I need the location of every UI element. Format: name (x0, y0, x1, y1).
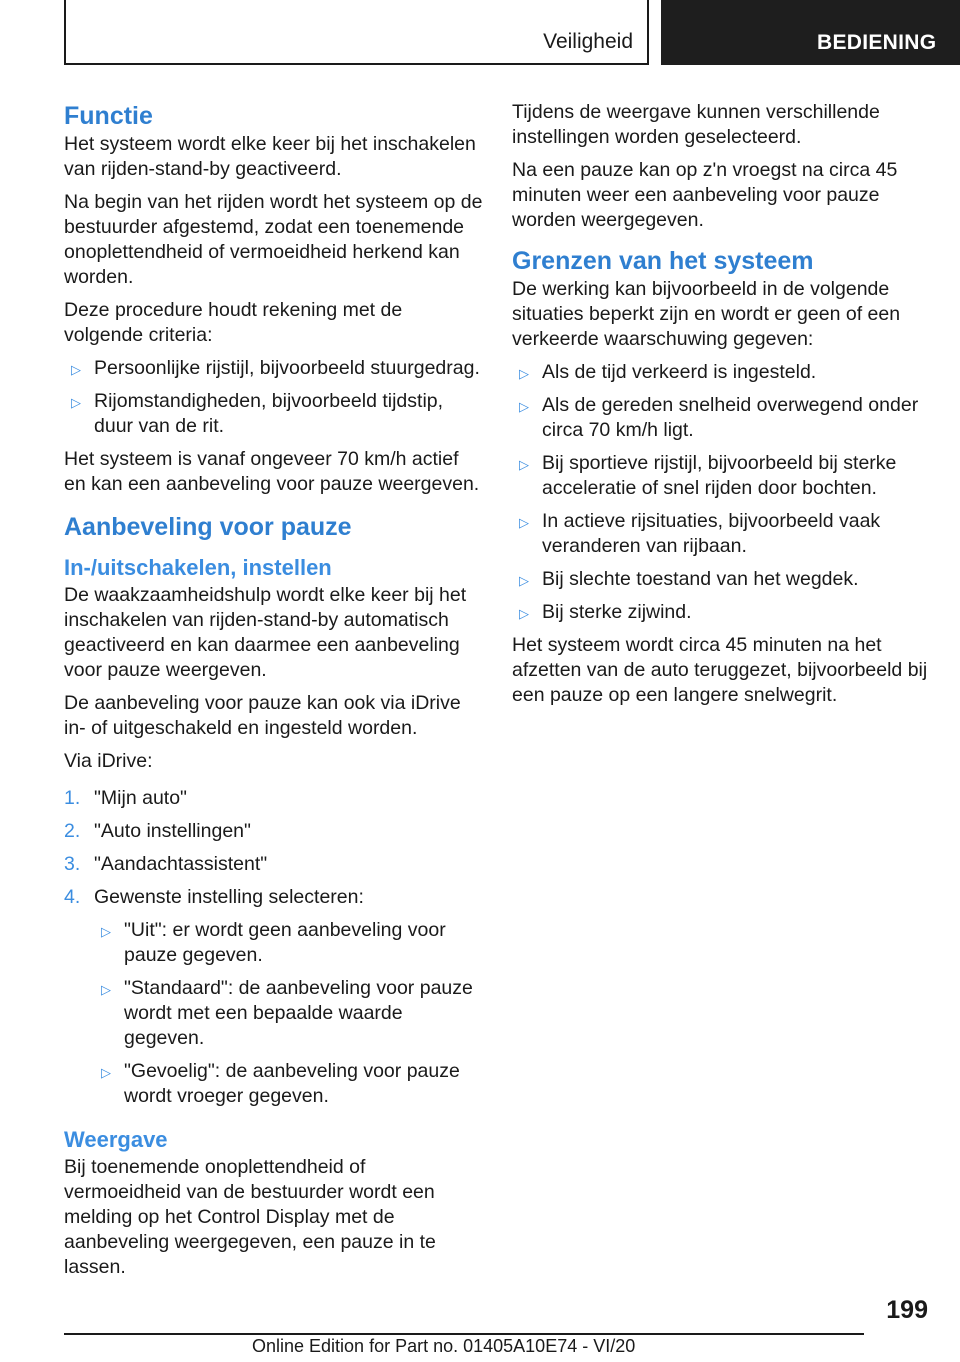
chapter-title: BEDIENING (817, 31, 937, 54)
triangle-bullet-icon: ▷ (519, 606, 529, 621)
step-item: 2. "Auto instellingen" (64, 820, 251, 842)
list-item: ▷ Bij sterke zijwind. (512, 600, 928, 625)
triangle-bullet-icon: ▷ (71, 395, 81, 410)
step-item: 3. "Aandachtassistent" (64, 853, 268, 875)
paragraph: Het systeem is vanaf ongeveer 70 km/h actief en kan een aanbeveling voor pauze weergeven. (64, 448, 480, 495)
list-item: ▷ In actieve rijsituaties, bijvoorbeeld vaak veranderen van rijbaan. (519, 510, 881, 557)
options-list (94, 918, 484, 1109)
step-item: 1. "Mijn auto" (64, 787, 187, 809)
triangle-bullet-icon: ▷ (101, 982, 111, 997)
paragraph: Het systeem wordt circa 45 minuten na het afzetten van de auto teruggezet, bijvoorbeeld bij een pauze op een langere snelwegrit. (512, 634, 928, 706)
section-title: Veiligheid (543, 30, 633, 53)
list-item: ▷ Als de gereden snelheid overwegend onder circa 70 km/h ligt. (519, 394, 919, 441)
left-column (64, 100, 484, 1288)
list-item: ▷ Persoonlijke rijstijl, bijvoorbeeld stuurgedrag. (64, 356, 484, 381)
list-item: ▷ Bij slechte toestand van het wegdek. (512, 567, 928, 592)
header-section-box (64, 0, 649, 65)
right-column (512, 100, 928, 716)
heading-in-uitschakelen: In-/uitschakelen, instellen (64, 555, 332, 580)
paragraph: De werking kan bijvoorbeeld in de volgende situaties beperkt zijn en wordt er geen of een verkeerde waarschuwing gegeven: (512, 278, 901, 350)
paragraph: Deze procedure houdt rekening met de volgende criteria: (64, 299, 403, 346)
step-item: 4. Gewenste instelling selecteren: ▷ "Uit": er wordt geen aanbeveling voor pauze gegeven. ▷ "Standaard": de aanbeveling voor pauze wordt met een bepaalde waarde gegeven. ▷ "Gevoelig": de aanbeveling voor pauze wordt vroeger gegeven. (64, 885, 484, 1109)
triangle-bullet-icon: ▷ (519, 399, 529, 414)
triangle-bullet-icon: ▷ (519, 573, 529, 588)
list-item: ▷ Bij sportieve rijstijl, bijvoorbeeld bij sterke acceleratie of snel rijden door bochten. (519, 452, 897, 499)
paragraph: Na begin van het rijden wordt het systeem op de bestuurder afgestemd, zodat een toenemende onoplettendheid of vermoeidheid herkend kan worden. (64, 191, 483, 288)
list-item: ▷ Rijomstandigheden, bijvoorbeeld tijdstip, duur van de rit. (71, 390, 444, 437)
list-item: ▷ Als de tijd verkeerd is ingesteld. (512, 360, 928, 385)
page-number: 199 (886, 1296, 928, 1324)
paragraph: Bij toenemende onoplettendheid of vermoeidheid van de bestuurder wordt een melding op het Control Display met de aanbeveling weergegeven, een pauze in te lassen. (64, 1156, 436, 1278)
heading-grenzen: Grenzen van het systeem (512, 247, 814, 275)
paragraph: Via iDrive: (64, 750, 153, 772)
paragraph: Na een pauze kan op z'n vroegst na circa 45 minuten weer een aanbeveling voor pauze worden weergegeven. (512, 159, 898, 231)
paragraph: De aanbeveling voor pauze kan ook via iDrive in- of uitgeschakeld en ingesteld worden. (64, 692, 461, 739)
header-chapter-tab (661, 0, 960, 65)
heading-weergave: Weergave (64, 1127, 168, 1152)
idrive-steps (64, 786, 484, 1109)
edition-footer: Online Edition for Part no. 01405A10E74 - VI/20 (252, 1336, 636, 1356)
paragraph: De waakzaamheidshulp wordt elke keer bij het inschakelen van rijden-stand-by automatisch geactiveerd en kan daarmee een aanbeveling voor pauze weergeven. (64, 584, 467, 681)
criteria-list (64, 356, 484, 439)
limits-list (512, 360, 928, 625)
triangle-bullet-icon: ▷ (71, 362, 81, 377)
list-item: ▷ "Uit": er wordt geen aanbeveling voor pauze gegeven. (101, 919, 446, 966)
triangle-bullet-icon: ▷ (101, 1065, 111, 1080)
list-item: ▷ "Gevoelig": de aanbeveling voor pauze wordt vroeger gegeven. (101, 1060, 460, 1107)
heading-functie: Functie (64, 102, 153, 130)
triangle-bullet-icon: ▷ (519, 366, 529, 381)
paragraph: Tijdens de weergave kunnen verschillende instellingen worden geselecteerd. (512, 101, 880, 148)
triangle-bullet-icon: ▷ (519, 515, 529, 530)
heading-aanbeveling: Aanbeveling voor pauze (64, 513, 352, 541)
paragraph: Het systeem wordt elke keer bij het inschakelen van rijden-stand-by geactiveerd. (64, 133, 476, 180)
footer-divider (64, 1333, 864, 1335)
list-item: ▷ "Standaard": de aanbeveling voor pauze wordt met een bepaalde waarde gegeven. (101, 977, 473, 1049)
triangle-bullet-icon: ▷ (519, 457, 529, 472)
triangle-bullet-icon: ▷ (101, 924, 111, 939)
